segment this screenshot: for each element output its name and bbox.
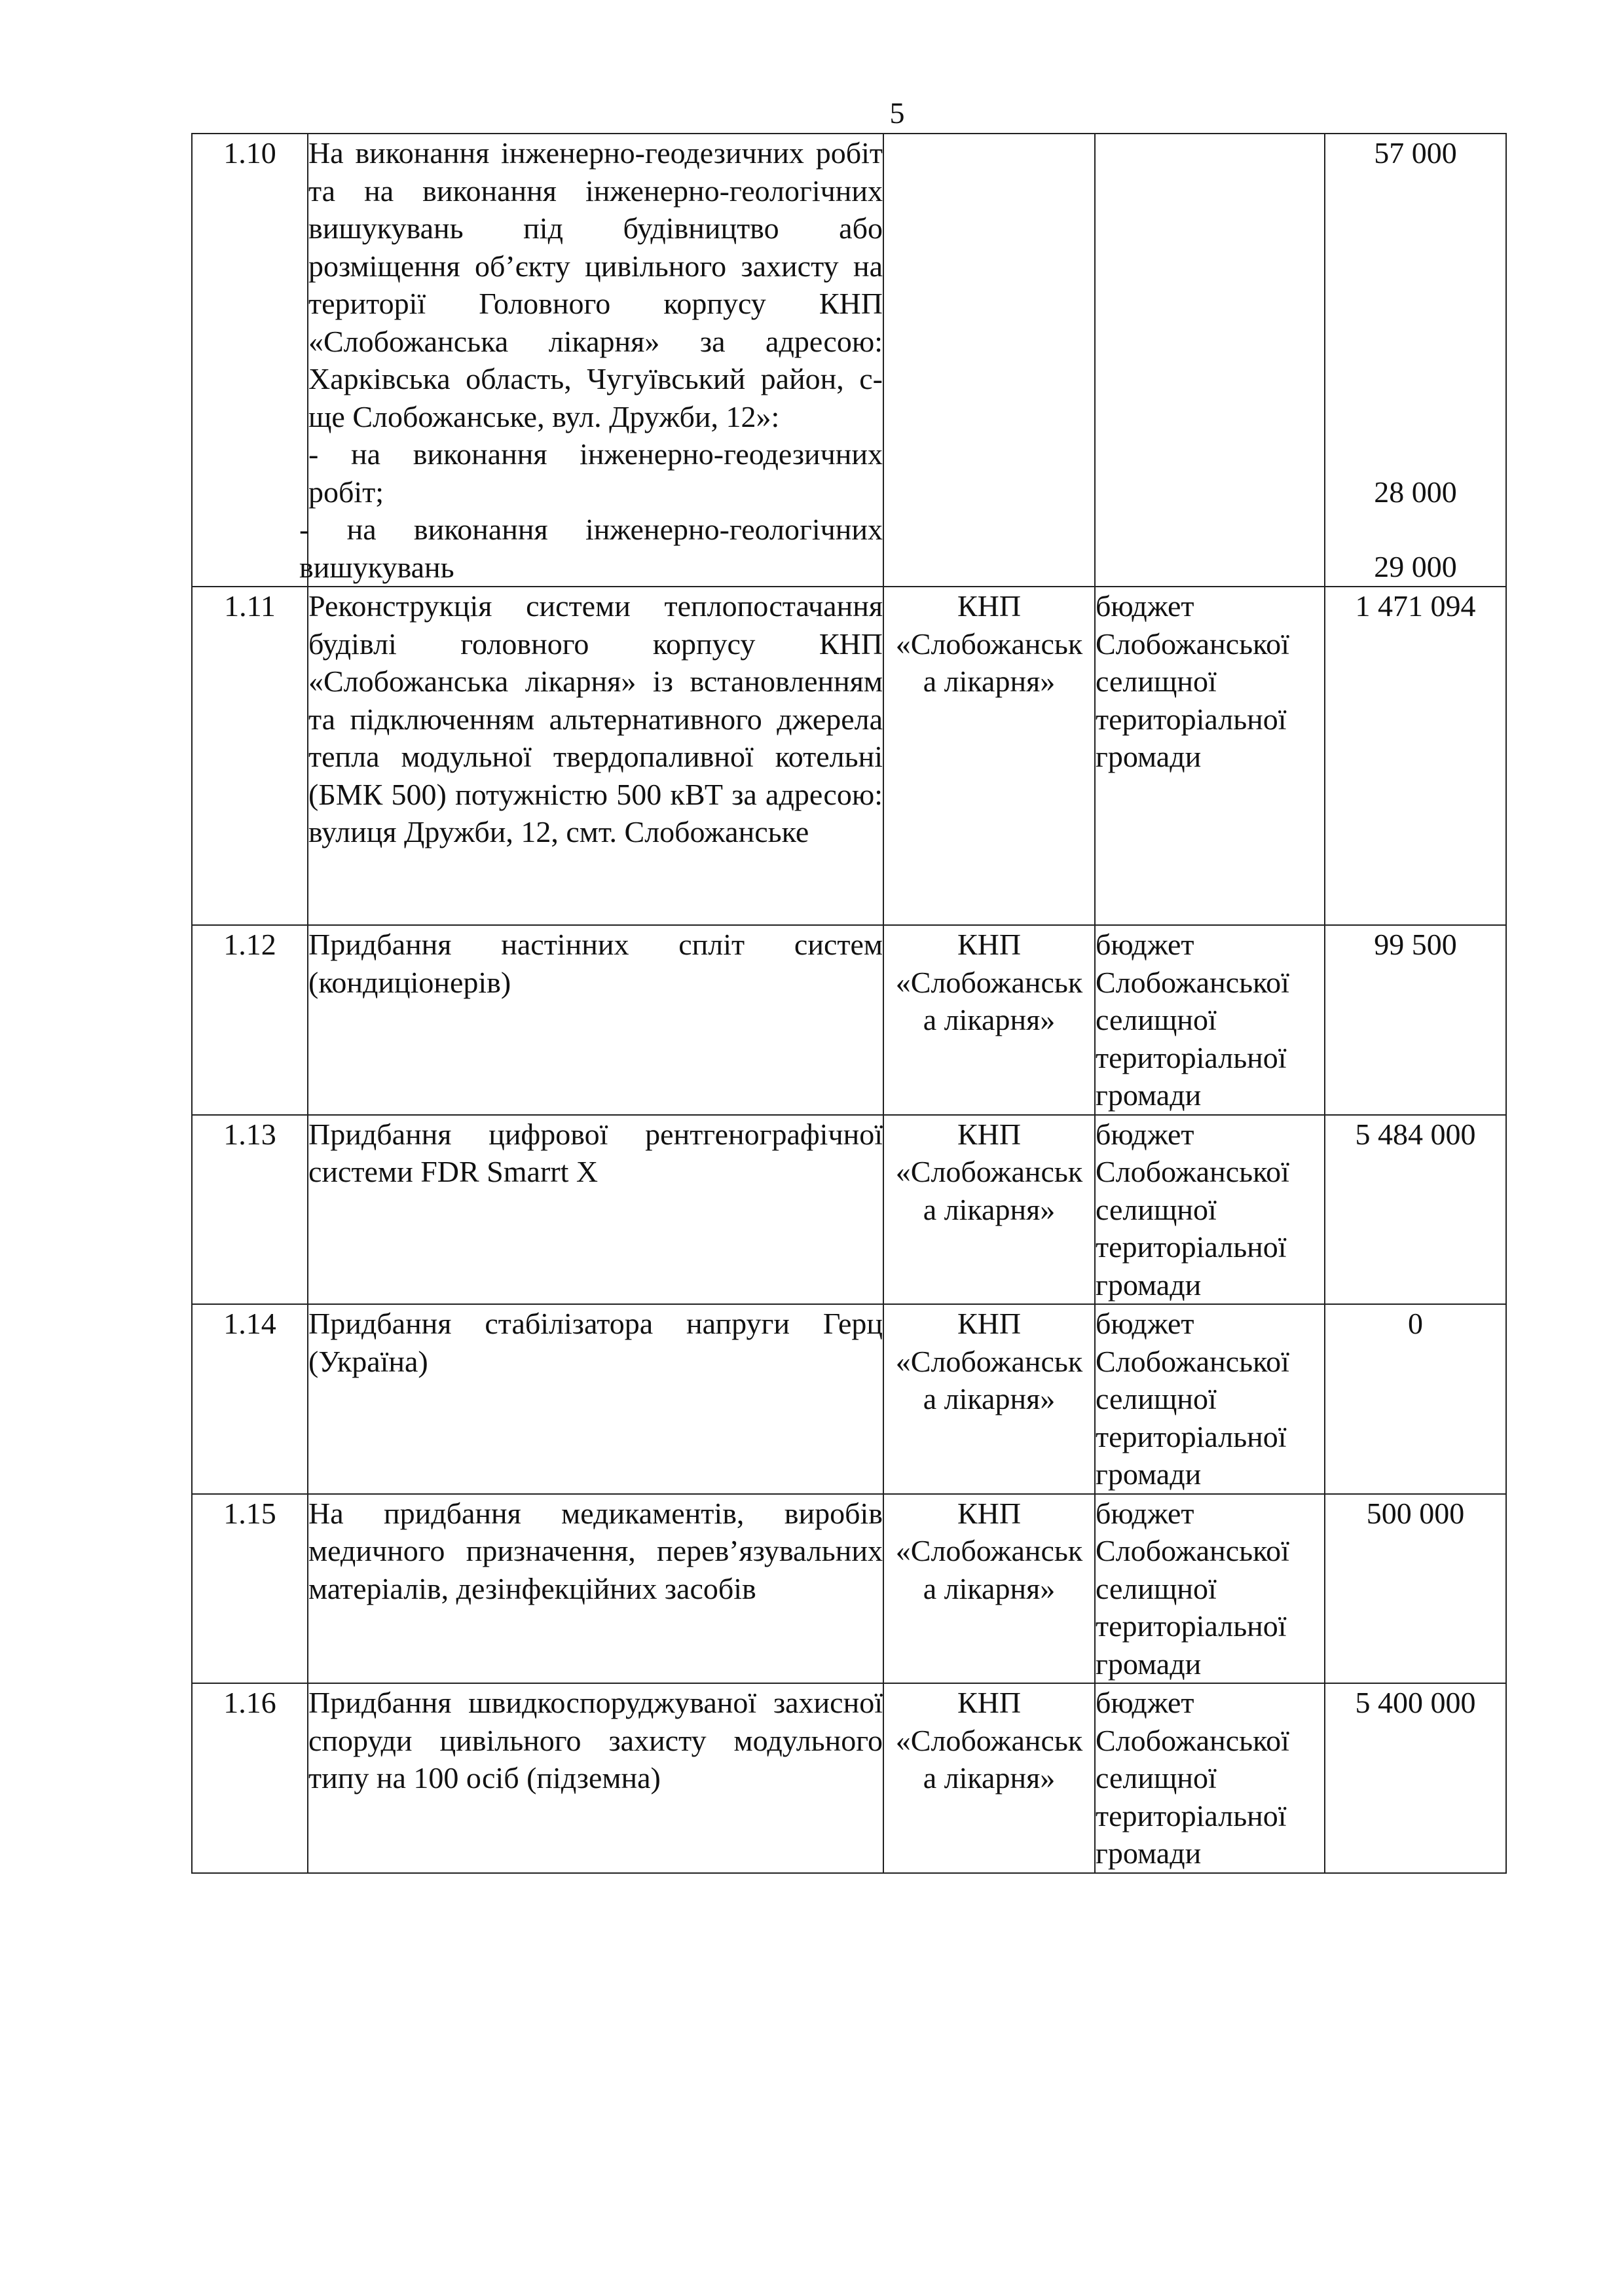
funding-source-line: селищної [1096, 1571, 1217, 1605]
funding-source-cell [1095, 587, 1325, 925]
funding-source-line: бюджет [1096, 1686, 1194, 1719]
amount-cell: 1 471 094 [1325, 587, 1506, 925]
funding-source-line: Слобожанської [1096, 627, 1289, 661]
table-row [192, 587, 1506, 925]
funding-source-cell [1095, 1494, 1325, 1684]
measure-description-text: На виконання інженерно-геодезичних робіт та на виконання інженерно-геологічних вишукувань під будівництво або розміщення об’єкту цивільного захисту на території Головного корпусу КНП «Слобожанська лікарня» за адресою: Харківська область, Чугуївський район, с-ще Слобожанське, вул. Дружби, 12»: [308, 136, 883, 433]
funding-source-line: територіальної [1096, 1609, 1287, 1643]
measure-description-text: Придбання швидкоспоруджуваної захисної споруди цивільного захисту модульного типу на 100 осіб (підземна) [308, 1686, 883, 1795]
funding-source-line: селищної [1096, 1192, 1217, 1226]
executor-cell [883, 1115, 1095, 1305]
funding-source-line: територіальної [1096, 1798, 1287, 1832]
executor-line: КНП [957, 1686, 1022, 1719]
sub-item-geodesic: - на виконання інженерно-геодезичних робіт; [308, 437, 883, 509]
amount-cell: 5 400 000 [1325, 1683, 1506, 1873]
executor-line: а лікарня» [923, 1382, 1056, 1415]
amount-cell [1325, 134, 1506, 587]
funding-source-line: громади [1096, 1836, 1202, 1870]
measure-description [299, 134, 883, 587]
funding-source-cell [1095, 1304, 1325, 1494]
executor-line: «Слобожанськ [895, 965, 1083, 999]
funding-source-line: територіальної [1096, 1040, 1287, 1074]
funding-source-line: бюджет [1096, 1117, 1194, 1151]
amount-cell: 500 000 [1325, 1494, 1506, 1684]
executor-cell [883, 587, 1095, 925]
row-number: 1.15 [192, 1494, 308, 1684]
measure-description-text: Придбання настінних спліт систем (кондиціонерів) [308, 928, 883, 999]
amount-sub-geodesic: 28 000 [1374, 475, 1457, 509]
executor-line: КНП [957, 1307, 1022, 1340]
funding-source-line: селищної [1096, 1761, 1217, 1795]
executor-cell [883, 1683, 1095, 1873]
funding-source-line: бюджет [1096, 1496, 1194, 1530]
executor-cell [883, 1304, 1095, 1494]
row-number: 1.10 [192, 134, 308, 587]
executor-line: КНП [957, 928, 1022, 961]
executor-cell [883, 925, 1095, 1115]
program-measures-table [191, 133, 1507, 1874]
amount-total: 57 000 [1374, 136, 1457, 170]
executor-cell [883, 134, 1095, 587]
funding-source-line: Слобожанської [1096, 1723, 1289, 1757]
funding-source-line: бюджет [1096, 928, 1194, 961]
table-row [192, 134, 1506, 587]
executor-cell [883, 1494, 1095, 1684]
measure-description [308, 587, 883, 925]
executor-line: «Слобожанськ [895, 1723, 1083, 1757]
table-row [192, 1683, 1506, 1873]
measure-description-text: На придбання медикаментів, виробів медичного призначення, перев’язувальних матеріалів, дезінфекційних засобів [308, 1496, 883, 1605]
executor-line: КНП [957, 589, 1022, 623]
funding-source-line: громади [1096, 1078, 1202, 1112]
amount-cell: 99 500 [1325, 925, 1506, 1115]
funding-source-line: територіальної [1096, 702, 1287, 736]
measure-description-text: Придбання цифрової рентгенографічної системи FDR Smarrt X [308, 1117, 883, 1188]
funding-source-line: селищної [1096, 1003, 1217, 1036]
funding-source-line: Слобожанської [1096, 965, 1289, 999]
measure-description [308, 1304, 883, 1494]
measure-description [308, 925, 883, 1115]
executor-line: «Слобожанськ [895, 1344, 1083, 1378]
funding-source-cell [1095, 1115, 1325, 1305]
executor-line: «Слобожанськ [895, 1534, 1083, 1567]
table-row [192, 1494, 1506, 1684]
measure-description [308, 1683, 883, 1873]
funding-source-line: селищної [1096, 1382, 1217, 1415]
measure-description [308, 1115, 883, 1305]
funding-source-line: Слобожанської [1096, 1344, 1289, 1378]
row-number: 1.13 [192, 1115, 308, 1305]
executor-line: а лікарня» [923, 1192, 1056, 1226]
table-row [192, 1115, 1506, 1305]
executor-line: а лікарня» [923, 1003, 1056, 1036]
funding-source-cell [1095, 925, 1325, 1115]
funding-source-cell [1095, 134, 1325, 587]
funding-source-line: територіальної [1096, 1419, 1287, 1453]
funding-source-line: територіальної [1096, 1230, 1287, 1264]
executor-line: а лікарня» [923, 665, 1056, 698]
funding-source-line: Слобожанської [1096, 1534, 1289, 1567]
executor-line: КНП [957, 1117, 1022, 1151]
executor-line: а лікарня» [923, 1761, 1056, 1795]
amount-cell: 5 484 000 [1325, 1115, 1506, 1305]
funding-source-line: громади [1096, 1457, 1202, 1491]
amount-sub-geological: 29 000 [1374, 550, 1457, 583]
measure-description-text: Придбання стабілізатора напруги Герц (Україна) [308, 1307, 883, 1378]
funding-source-line: Слобожанської [1096, 1155, 1289, 1188]
amount-cell: 0 [1325, 1304, 1506, 1494]
funding-source-line: громади [1096, 740, 1202, 773]
row-number: 1.16 [192, 1683, 308, 1873]
funding-source-line: селищної [1096, 665, 1217, 698]
row-number: 1.14 [192, 1304, 308, 1494]
page-number: 5 [889, 96, 905, 130]
funding-source-line: громади [1096, 1267, 1202, 1302]
table-row [192, 1304, 1506, 1494]
funding-source-line: бюджет [1096, 589, 1194, 623]
row-number: 1.11 [192, 587, 308, 925]
funding-source-line: бюджет [1096, 1307, 1194, 1340]
funding-source-line: громади [1096, 1647, 1202, 1681]
measure-description [308, 1494, 883, 1684]
executor-line: «Слобожанськ [895, 1155, 1083, 1188]
sub-item-geological: - на виконання інженерно-геологічних вишукувань [299, 513, 883, 584]
row-number: 1.12 [192, 925, 308, 1115]
table-row [192, 925, 1506, 1115]
funding-source-cell [1095, 1683, 1325, 1873]
measure-description-text: Реконструкція системи теплопостачання будівлі головного корпусу КНП «Слобожанська лікарня» із встановленням та підключенням альтернативного джерела тепла модульної твердопаливної котельні (БМК 500) потужністю 500 кВТ за адресою: вулиця Дружби, 12, смт. Слобожанське [308, 589, 883, 848]
executor-line: КНП [957, 1496, 1022, 1530]
executor-line: а лікарня» [923, 1571, 1056, 1605]
executor-line: «Слобожанськ [895, 627, 1083, 661]
